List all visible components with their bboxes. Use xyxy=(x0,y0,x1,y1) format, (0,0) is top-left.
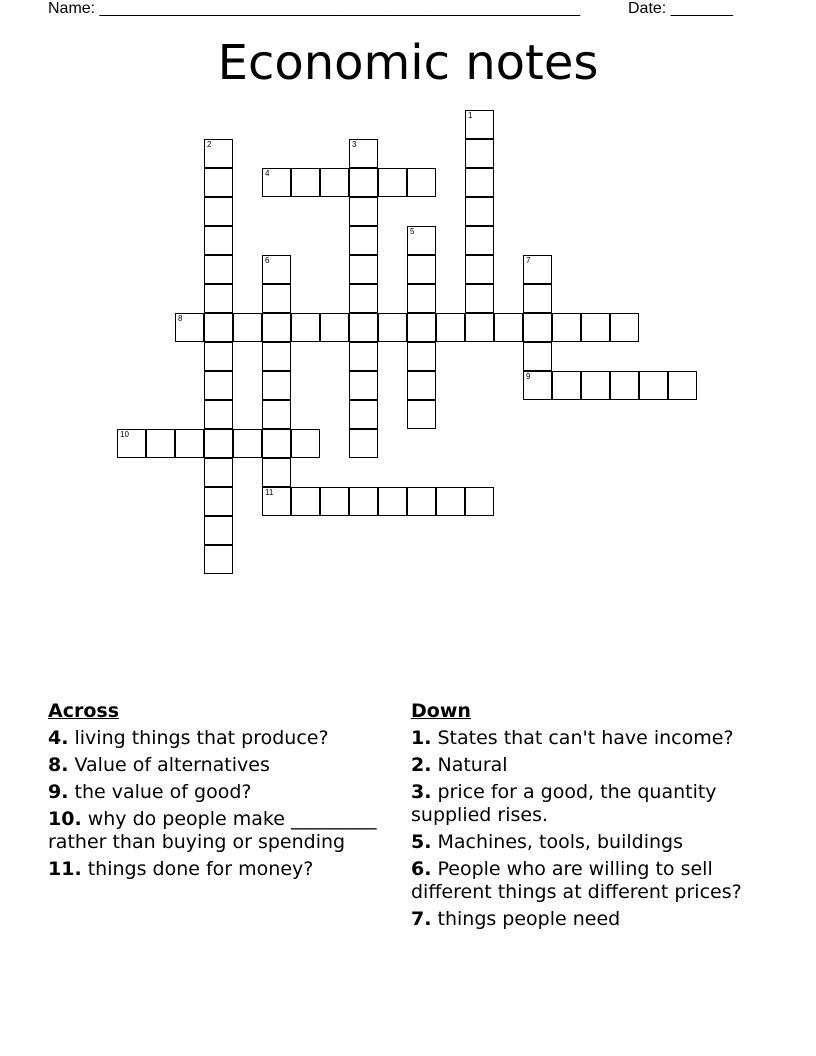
crossword-cell[interactable] xyxy=(262,400,291,429)
crossword-cell[interactable] xyxy=(552,371,581,400)
crossword-cell[interactable] xyxy=(204,313,233,342)
crossword-cell[interactable] xyxy=(320,487,349,516)
crossword-cell[interactable] xyxy=(465,313,494,342)
clue-item xyxy=(48,727,388,750)
clue-number: 11. xyxy=(48,858,82,880)
clue-number: 2. xyxy=(411,754,432,776)
crossword-cell[interactable] xyxy=(494,313,523,342)
crossword-cell[interactable] xyxy=(523,284,552,313)
clue-text: things done for money? xyxy=(87,858,314,880)
crossword-cell[interactable] xyxy=(175,313,204,342)
clue-item xyxy=(411,908,781,931)
across-heading: Across xyxy=(48,700,120,722)
crossword-cell[interactable] xyxy=(465,197,494,226)
clue-number-label: 8 xyxy=(178,314,183,323)
clue-text: Natural xyxy=(437,754,508,776)
crossword-cell[interactable] xyxy=(204,342,233,371)
crossword-cell[interactable] xyxy=(552,313,581,342)
crossword-cell[interactable] xyxy=(233,429,262,458)
clue-number-label: 1 xyxy=(468,111,473,120)
clue-number: 3. xyxy=(411,781,432,803)
clue-number: 1. xyxy=(411,727,432,749)
crossword-cell[interactable] xyxy=(581,313,610,342)
crossword-cell[interactable] xyxy=(204,139,233,168)
clue-number-label: 9 xyxy=(526,372,531,381)
crossword-cell[interactable] xyxy=(349,226,378,255)
crossword-cell[interactable] xyxy=(407,487,436,516)
crossword-cell[interactable] xyxy=(349,284,378,313)
crossword-cell[interactable] xyxy=(291,487,320,516)
crossword-cell[interactable] xyxy=(204,284,233,313)
crossword-cell[interactable] xyxy=(204,371,233,400)
crossword-cell[interactable] xyxy=(610,371,639,400)
clue-number: 5. xyxy=(411,831,432,853)
clue-number-label: 11 xyxy=(265,488,274,497)
crossword-cell[interactable] xyxy=(610,313,639,342)
clue-item xyxy=(411,727,781,750)
crossword-cell[interactable] xyxy=(436,313,465,342)
crossword-cell[interactable] xyxy=(407,371,436,400)
crossword-cell[interactable] xyxy=(378,313,407,342)
clue-text: Machines, tools, buildings xyxy=(437,831,683,853)
crossword-cell[interactable] xyxy=(465,487,494,516)
clue-number-label: 3 xyxy=(352,140,357,149)
clue-text: Value of alternatives xyxy=(74,754,270,776)
crossword-cell[interactable] xyxy=(262,313,291,342)
crossword-cell[interactable] xyxy=(581,371,610,400)
crossword-cell[interactable] xyxy=(146,429,175,458)
crossword-cell[interactable] xyxy=(320,313,349,342)
crossword-cell[interactable] xyxy=(262,255,291,284)
crossword-cell[interactable] xyxy=(639,371,668,400)
clue-item xyxy=(48,781,388,804)
crossword-cell[interactable] xyxy=(465,284,494,313)
crossword-cell[interactable] xyxy=(349,197,378,226)
crossword-cell[interactable] xyxy=(349,487,378,516)
clue-item xyxy=(48,808,388,854)
crossword-cell[interactable] xyxy=(117,429,146,458)
crossword-cell[interactable] xyxy=(204,458,233,487)
clue-number: 8. xyxy=(48,754,69,776)
clue-number: 6. xyxy=(411,858,432,880)
name-field[interactable]: Name: ______________________________________________________ xyxy=(48,0,581,17)
page-title: Economic notes xyxy=(217,35,599,91)
crossword-cell[interactable] xyxy=(204,487,233,516)
crossword-cell[interactable] xyxy=(291,313,320,342)
across-clues xyxy=(48,700,388,885)
crossword-cell[interactable] xyxy=(349,255,378,284)
crossword-cell[interactable] xyxy=(523,313,552,342)
crossword-cell[interactable] xyxy=(349,429,378,458)
clue-item xyxy=(48,858,388,881)
crossword-cell[interactable] xyxy=(204,516,233,545)
crossword-cell[interactable] xyxy=(523,371,552,400)
clue-number-label: 7 xyxy=(526,256,531,265)
clue-text: People who are willing to sell different things at different prices? xyxy=(411,858,742,903)
crossword-cell[interactable] xyxy=(465,226,494,255)
crossword-cell[interactable] xyxy=(407,284,436,313)
crossword-cell[interactable] xyxy=(204,168,233,197)
crossword-cell[interactable] xyxy=(465,110,494,139)
crossword-cell[interactable] xyxy=(204,429,233,458)
crossword-cell[interactable] xyxy=(262,429,291,458)
date-field[interactable]: Date: _______ xyxy=(628,0,733,17)
clue-number: 7. xyxy=(411,908,432,930)
crossword-cell[interactable] xyxy=(262,458,291,487)
crossword-cell[interactable] xyxy=(262,371,291,400)
crossword-cell[interactable] xyxy=(668,371,697,400)
crossword-cell[interactable] xyxy=(407,168,436,197)
clue-item xyxy=(411,754,781,777)
crossword-cell[interactable] xyxy=(349,313,378,342)
clue-item xyxy=(411,781,781,827)
down-heading: Down xyxy=(411,700,471,722)
crossword-cell[interactable] xyxy=(349,342,378,371)
clue-text: price for a good, the quantity supplied rises. xyxy=(411,781,717,826)
clue-text: the value of good? xyxy=(74,781,252,803)
clue-number-label: 2 xyxy=(207,140,212,149)
clue-item xyxy=(411,858,781,904)
clue-number: 10. xyxy=(48,808,82,830)
crossword-cell[interactable] xyxy=(407,255,436,284)
crossword-cell[interactable] xyxy=(407,226,436,255)
crossword-cell[interactable] xyxy=(204,400,233,429)
crossword-cell[interactable] xyxy=(465,168,494,197)
crossword-cell[interactable] xyxy=(262,168,291,197)
crossword-cell[interactable] xyxy=(291,168,320,197)
crossword-cell[interactable] xyxy=(349,168,378,197)
crossword-cell[interactable] xyxy=(204,545,233,574)
crossword-cell[interactable] xyxy=(204,197,233,226)
clue-number-label: 5 xyxy=(410,227,415,236)
clue-number-label: 4 xyxy=(265,169,270,178)
crossword-cell[interactable] xyxy=(407,313,436,342)
clue-text: why do people make _________ rather than buying or spending xyxy=(48,808,377,853)
clue-number-label: 10 xyxy=(120,430,129,439)
crossword-cell[interactable] xyxy=(262,284,291,313)
down-clues xyxy=(411,700,781,935)
crossword-cell[interactable] xyxy=(407,400,436,429)
crossword-cell[interactable] xyxy=(523,342,552,371)
crossword-cell[interactable] xyxy=(349,400,378,429)
crossword-cell[interactable] xyxy=(407,342,436,371)
crossword-cell[interactable] xyxy=(262,342,291,371)
clue-text: things people need xyxy=(437,908,621,930)
crossword-cell[interactable] xyxy=(262,487,291,516)
clue-text: living things that produce? xyxy=(74,727,329,749)
crossword-cell[interactable] xyxy=(465,139,494,168)
crossword-cell[interactable] xyxy=(378,168,407,197)
clue-item xyxy=(48,754,388,777)
crossword-cell[interactable] xyxy=(349,139,378,168)
clue-item xyxy=(411,831,781,854)
crossword-cell[interactable] xyxy=(378,487,407,516)
crossword-cell[interactable] xyxy=(175,429,204,458)
crossword-cell[interactable] xyxy=(204,255,233,284)
clue-number: 4. xyxy=(48,727,69,749)
clue-text: States that can't have income? xyxy=(437,727,734,749)
crossword-cell[interactable] xyxy=(204,226,233,255)
crossword-cell[interactable] xyxy=(320,168,349,197)
crossword-cell[interactable] xyxy=(523,255,552,284)
crossword-cell[interactable] xyxy=(436,487,465,516)
clue-number: 9. xyxy=(48,781,69,803)
crossword-cell[interactable] xyxy=(465,255,494,284)
crossword-cell[interactable] xyxy=(349,371,378,400)
clue-number-label: 6 xyxy=(265,256,270,265)
crossword-cell[interactable] xyxy=(233,313,262,342)
crossword-cell[interactable] xyxy=(291,429,320,458)
